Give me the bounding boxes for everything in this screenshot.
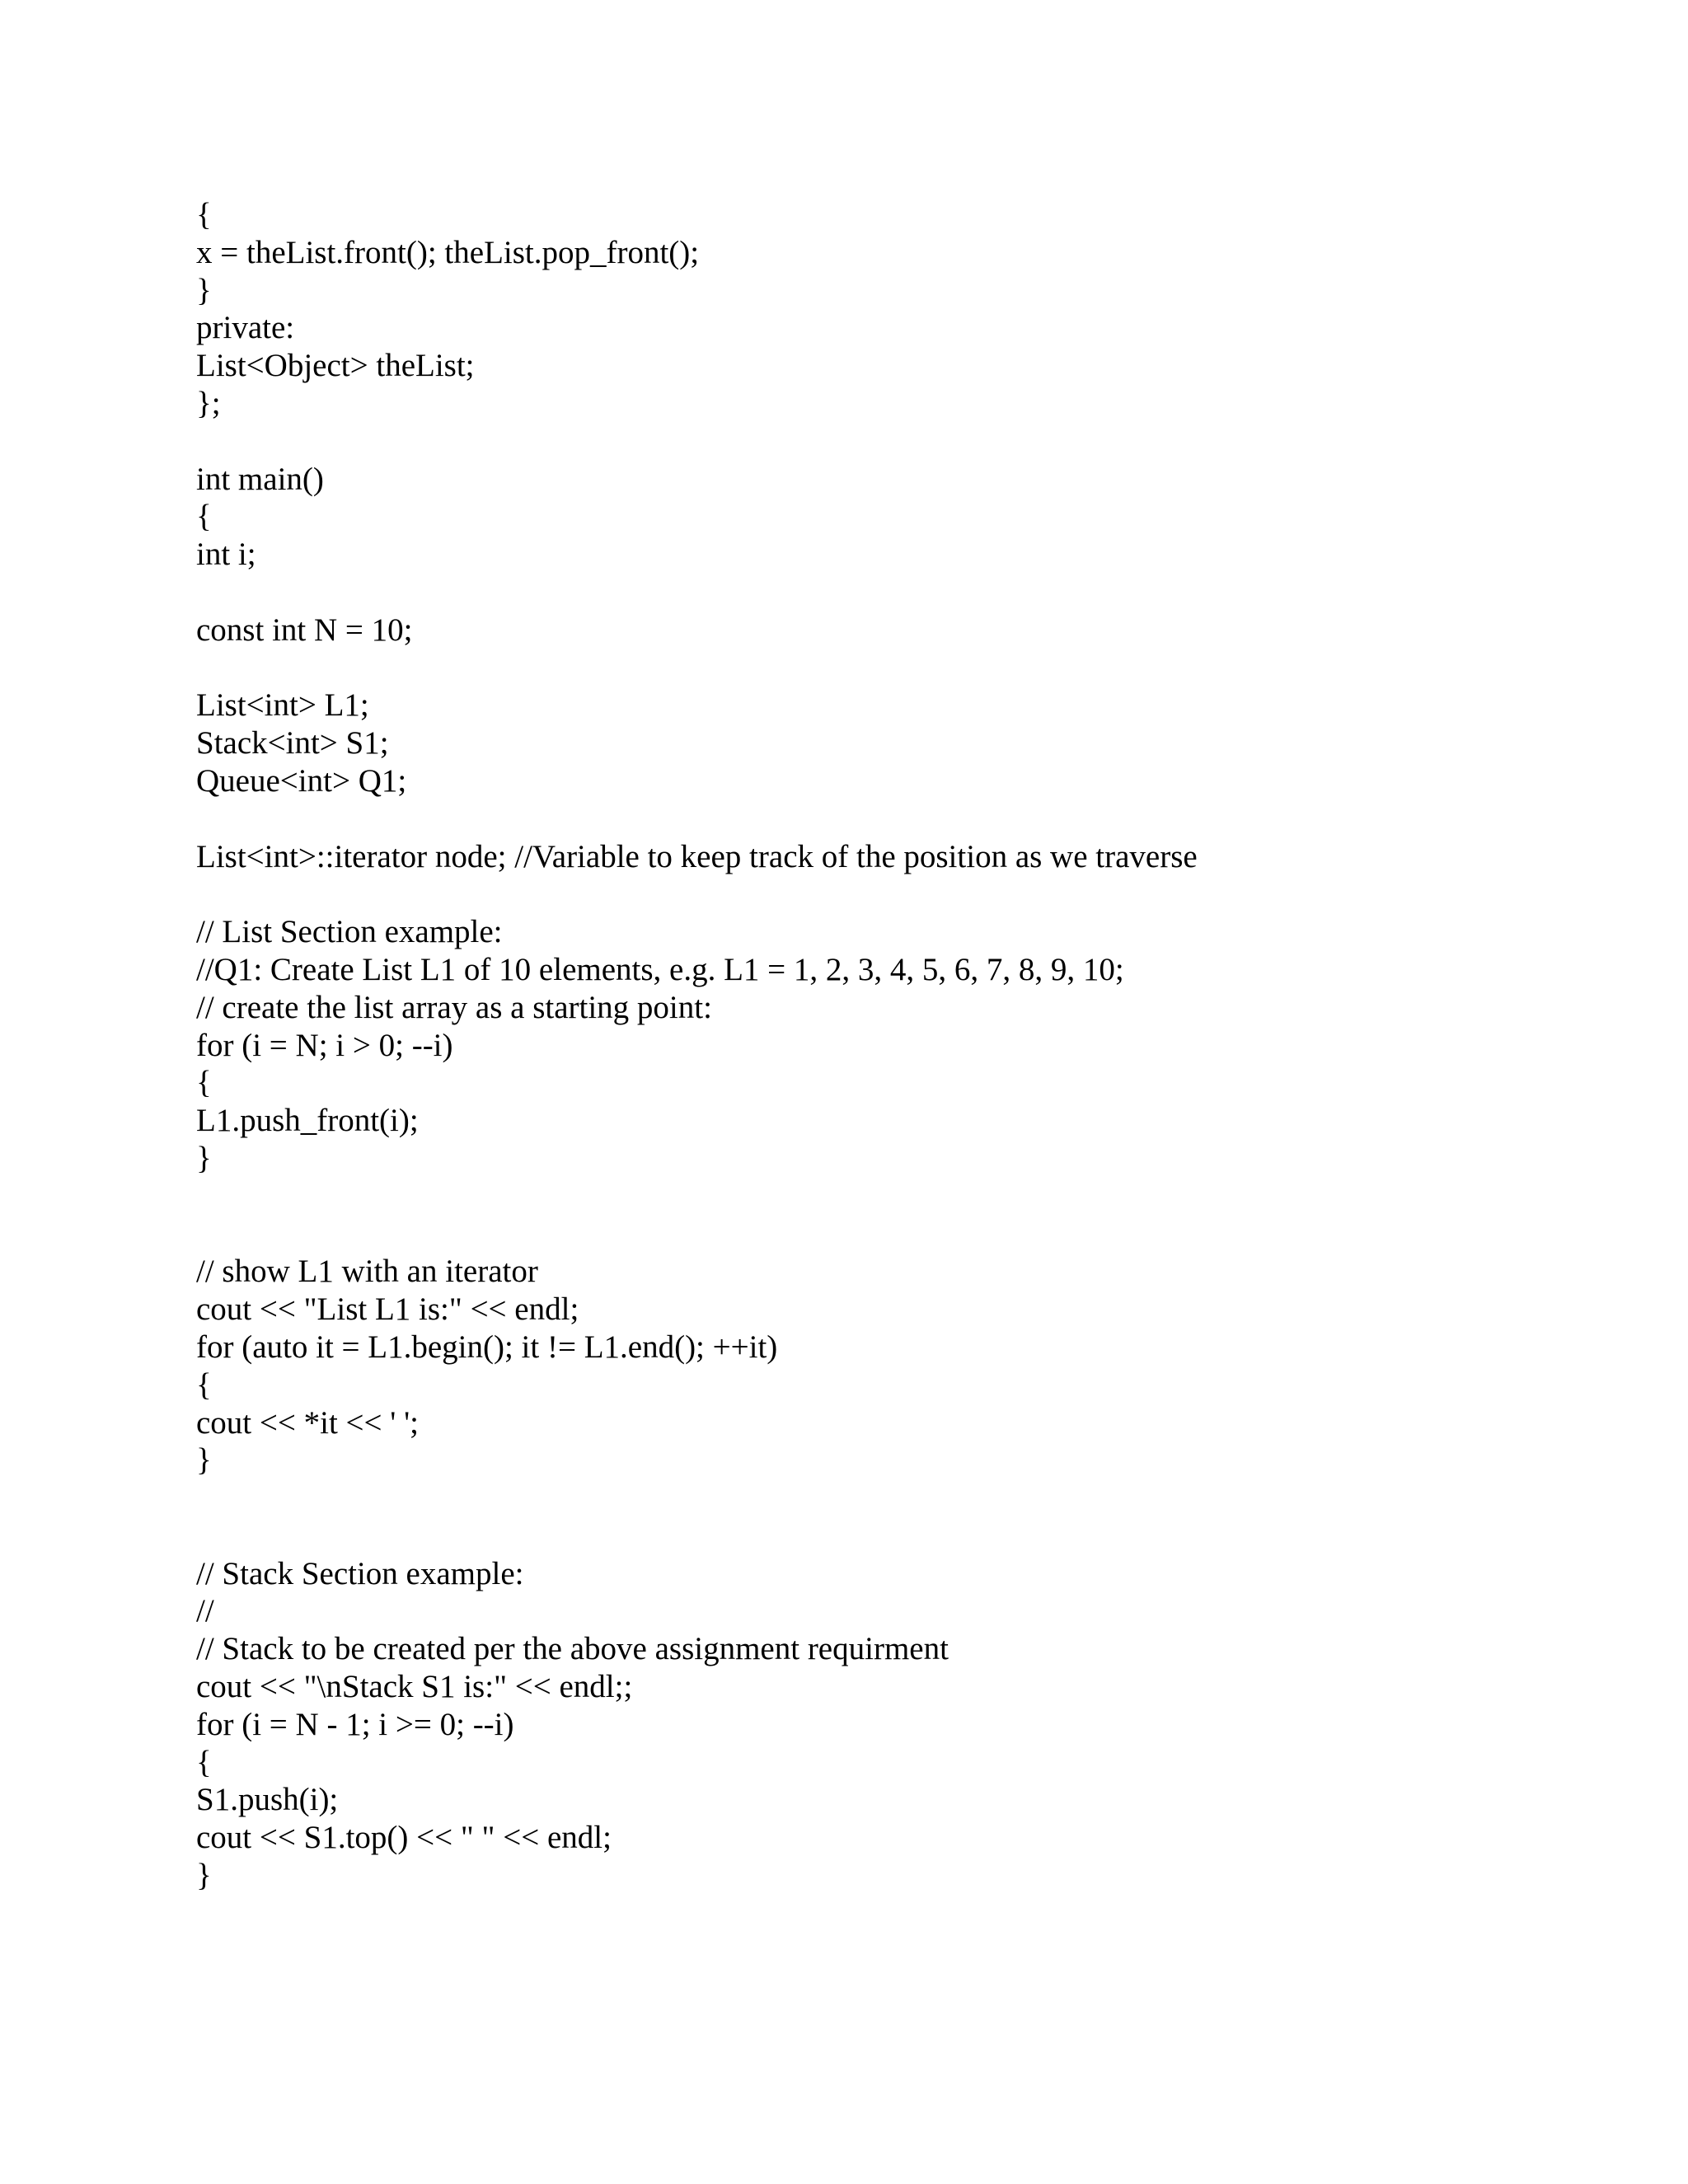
code-line: // List Section example:: [196, 914, 503, 950]
blank-line: [196, 875, 1597, 913]
code-line: private:: [196, 310, 295, 346]
blank-line: [196, 1479, 1597, 1517]
blank-line: [196, 423, 1597, 461]
code-line: List<int>::iterator node; //Variable to keep track of the position as we traverse: [196, 838, 1198, 874]
code-line: cout << *it << ' ';: [196, 1404, 419, 1441]
code-line: }: [196, 1140, 212, 1176]
code-line: {: [196, 1366, 212, 1403]
code-line: for (auto it = L1.begin(); it != L1.end(); ++it): [196, 1329, 778, 1365]
code-line: cout << S1.top() << " " << endl;: [196, 1820, 612, 1856]
code-line: for (i = N - 1; i >= 0; --i): [196, 1706, 514, 1742]
code-line: // Stack Section example:: [196, 1555, 524, 1591]
blank-line: [196, 800, 1597, 838]
blank-line: [196, 1178, 1597, 1216]
blank-line: [196, 574, 1597, 612]
code-line: // Stack to be created per the above assignment requirment: [196, 1631, 949, 1667]
code-line: {: [196, 1065, 212, 1101]
code-line: cout << "\nStack S1 is:" << endl;;: [196, 1669, 633, 1705]
code-line: // show L1 with an iterator: [196, 1254, 538, 1290]
code-line: Stack<int> S1;: [196, 725, 389, 762]
code-line: int main(): [196, 461, 324, 497]
blank-line: [196, 1517, 1597, 1555]
code-line: }: [196, 1442, 212, 1479]
code-line: };: [196, 385, 221, 421]
code-line: L1.push_front(i);: [196, 1103, 419, 1139]
code-line: }: [196, 272, 212, 308]
code-line: int i;: [196, 537, 256, 573]
code-line: for (i = N; i > 0; --i): [196, 1027, 453, 1063]
code-line: cout << "List L1 is:" << endl;: [196, 1291, 579, 1328]
code-line: S1.push(i);: [196, 1782, 339, 1818]
code-line: {: [196, 1744, 212, 1780]
code-line: }: [196, 1858, 212, 1894]
code-line: //: [196, 1593, 214, 1629]
code-line: List<int> L1;: [196, 687, 369, 724]
code-line: //Q1: Create List L1 of 10 elements, e.g. L1 = 1, 2, 3, 4, 5, 6, 7, 8, 9, 10;: [196, 951, 1124, 987]
code-line: Queue<int> Q1;: [196, 762, 407, 799]
code-line: x = theList.front(); theList.pop_front();: [196, 234, 700, 270]
code-line: const int N = 10;: [196, 612, 413, 648]
blank-line: [196, 649, 1597, 687]
code-line: {: [196, 197, 212, 232]
code-line: {: [196, 499, 212, 535]
code-line: // create the list array as a starting point:: [196, 989, 712, 1025]
blank-line: [196, 1216, 1597, 1254]
code-listing: [196, 196, 1597, 1895]
code-line: List<Object> theList;: [196, 348, 475, 384]
